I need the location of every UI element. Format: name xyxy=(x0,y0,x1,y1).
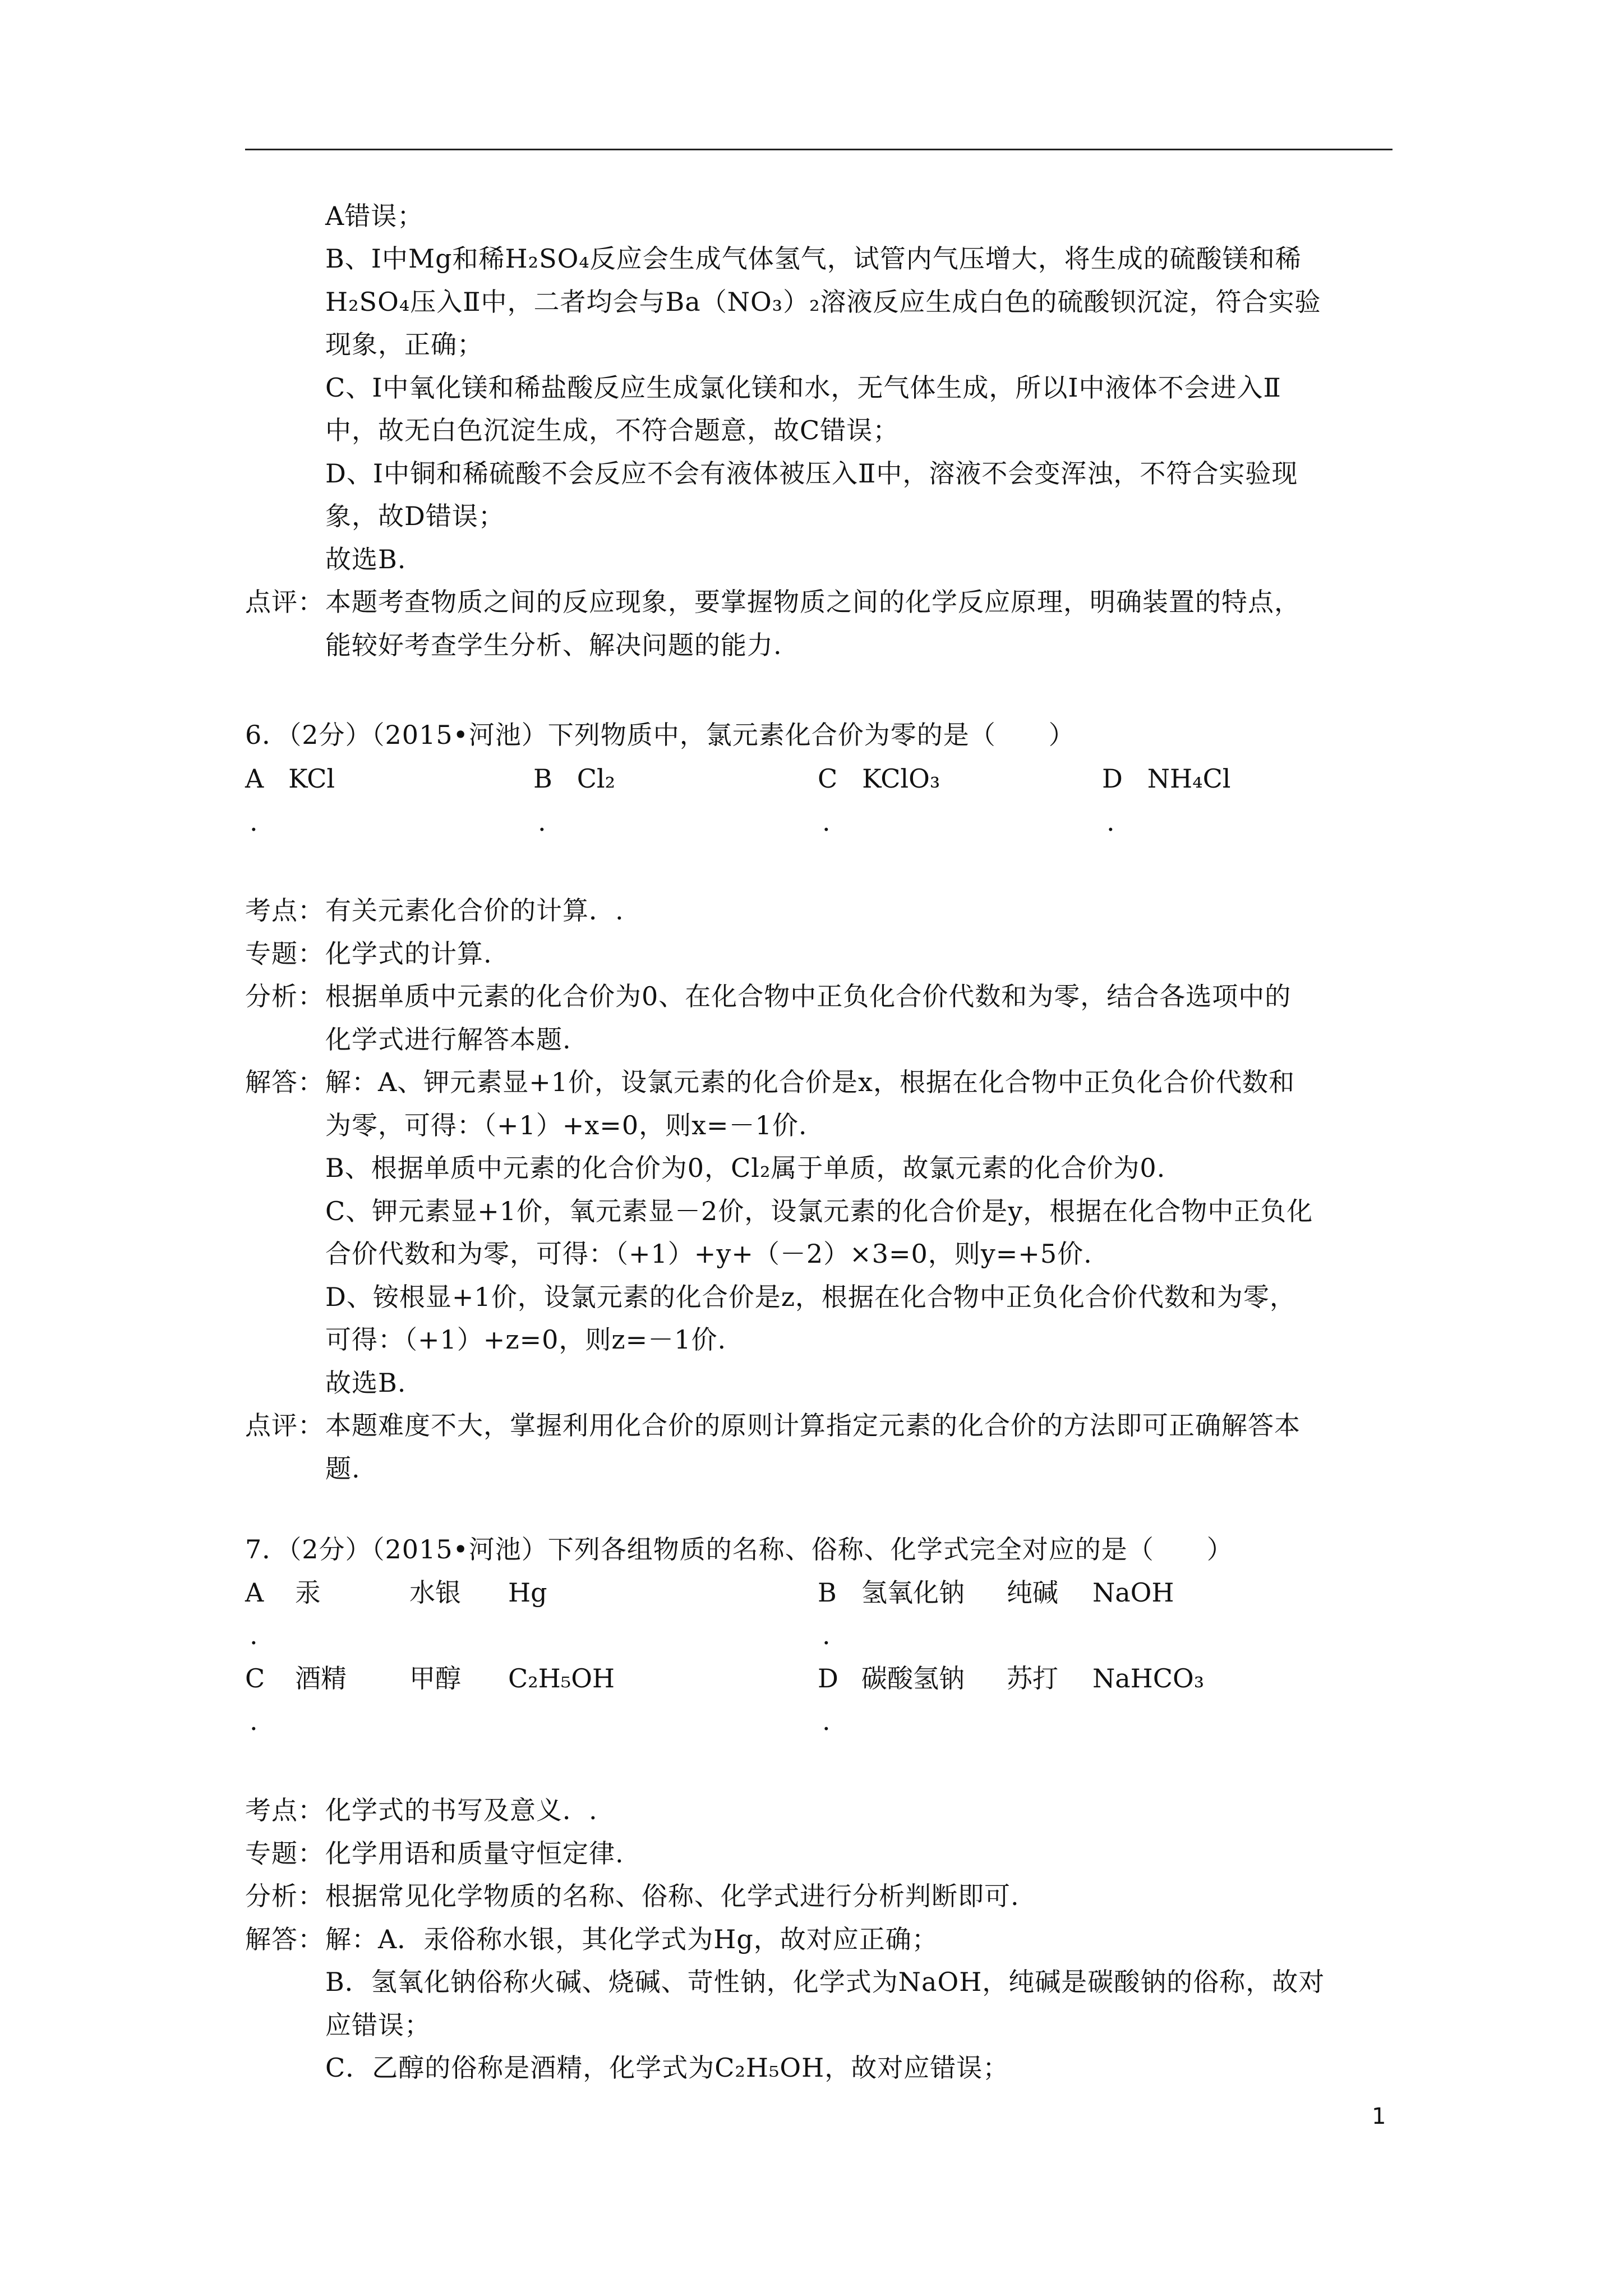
question-7-stem: 7．（2分）（2015•河池）下列各组物质的名称、俗称、化学式完全对应的是（ ） xyxy=(245,1534,1233,1565)
option-a-name: 汞 xyxy=(295,1577,321,1608)
text-line: A错误； xyxy=(325,201,424,231)
topic-label: 考点： xyxy=(245,895,324,926)
option-c-name: 酒精 xyxy=(295,1663,347,1694)
option-dot: . xyxy=(1106,807,1115,837)
question-6-stem: 6．（2分）（2015•河池）下列物质中，氯元素化合价为零的是（ ） xyxy=(245,720,1075,750)
option-c-letter: C xyxy=(245,1663,265,1694)
analysis-text: 根据单质中元素的化合价为0、在化合物中正负化合价代数和为零，结合各选项中的 xyxy=(325,981,1292,1011)
answer-text: 可得：（+1）+z=0，则z=－1价. xyxy=(325,1324,727,1355)
subject-label: 专题： xyxy=(245,1838,324,1869)
answer-text: 应错误； xyxy=(325,2010,431,2040)
analysis-text: 化学式进行解答本题. xyxy=(325,1024,571,1055)
option-b-common: 纯碱 xyxy=(1007,1577,1058,1608)
option-d-formula: NaHCO₃ xyxy=(1092,1663,1205,1694)
review-text: 能较好考查学生分析、解决问题的能力. xyxy=(325,630,782,660)
option-letter: A xyxy=(245,763,264,794)
text-line: 象，故D错误； xyxy=(325,501,505,531)
option-d-common: 苏打 xyxy=(1007,1663,1058,1694)
answer-label: 解答： xyxy=(245,1067,324,1097)
option-text: KClO₃ xyxy=(862,763,940,794)
text-line: 现象，正确； xyxy=(325,329,483,360)
option-d xyxy=(1102,760,1230,797)
review-text: 本题考查物质之间的反应现象，要掌握物质之间的化学反应原理，明确装置的特点， xyxy=(325,587,1301,617)
option-letter: B xyxy=(533,763,552,794)
option-c-common: 甲醇 xyxy=(409,1663,461,1694)
option-dot: . xyxy=(250,807,258,837)
subject-label: 专题： xyxy=(245,938,324,969)
analysis-text: 根据常见化学物质的名称、俗称、化学式进行分析判断即可. xyxy=(325,1881,1020,1911)
subject-text: 化学用语和质量守恒定律. xyxy=(325,1838,624,1869)
option-a-letter: A xyxy=(245,1577,264,1608)
header-rule xyxy=(245,149,1393,150)
option-text: Cl₂ xyxy=(577,763,616,794)
option-text: KCl xyxy=(288,763,335,794)
option-a-common: 水银 xyxy=(409,1577,461,1608)
review-text: 题. xyxy=(325,1453,361,1484)
answer-text: 解：A、钾元素显+1价，设氯元素的化合价是x，根据在化合物中正负化合价代数和 xyxy=(325,1067,1295,1097)
review-label: 点评： xyxy=(245,587,324,617)
option-a-formula: Hg xyxy=(508,1577,547,1608)
text-line: C、I中氧化镁和稀盐酸反应生成氯化镁和水，无气体生成，所以I中液体不会进入Ⅱ xyxy=(325,372,1281,403)
option-text: NH₄Cl xyxy=(1147,763,1231,794)
text-line: H₂SO₄压入Ⅱ中，二者均会与Ba（NO₃）₂溶液反应生成白色的硫酸钡沉淀，符合实验 xyxy=(325,287,1321,317)
option-b-formula: NaOH xyxy=(1092,1577,1174,1608)
page-number: 1 xyxy=(1372,2104,1386,2129)
analysis-label: 分析： xyxy=(245,981,324,1011)
option-a xyxy=(245,760,335,797)
option-dot: . xyxy=(250,1706,258,1736)
option-b xyxy=(533,760,615,797)
text-line: 故选B. xyxy=(325,544,407,574)
answer-text: 解：A．汞俗称水银，其化学式为Hg，故对应正确； xyxy=(325,1924,938,1954)
text-line: D、I中铜和稀硫酸不会反应不会有液体被压入Ⅱ中，溶液不会变浑浊，不符合实验现 xyxy=(325,458,1298,489)
answer-label: 解答： xyxy=(245,1924,324,1954)
option-letter: D xyxy=(1102,763,1123,794)
analysis-label: 分析： xyxy=(245,1881,324,1911)
topic-label: 考点： xyxy=(245,1795,324,1825)
text-line: 中，故无白色沉淀生成，不符合题意，故C错误； xyxy=(325,415,900,445)
option-c xyxy=(818,760,940,797)
option-c-formula: C₂H₅OH xyxy=(508,1663,615,1694)
answer-text: B、根据单质中元素的化合价为0，Cl₂属于单质，故氯元素的化合价为0. xyxy=(325,1153,1166,1183)
answer-text: 为零，可得：（+1）+x=0，则x=－1价. xyxy=(325,1110,808,1140)
option-b-name: 氢氧化钠 xyxy=(861,1577,965,1608)
answer-text: C．乙醇的俗称是酒精，化学式为C₂H₅OH，故对应错误； xyxy=(325,2053,1009,2083)
option-d-letter: D xyxy=(818,1663,838,1694)
option-d-name: 碳酸氢钠 xyxy=(861,1663,965,1694)
subject-text: 化学式的计算. xyxy=(325,938,492,969)
option-dot: . xyxy=(822,1620,831,1650)
option-letter: C xyxy=(818,763,838,794)
option-dot: . xyxy=(250,1620,258,1650)
text-line: B、I中Mg和稀H₂SO₄反应会生成气体氢气，试管内气压增大，将生成的硫酸镁和稀 xyxy=(325,243,1302,274)
review-text: 本题难度不大，掌握利用化合价的原则计算指定元素的化合价的方法即可正确解答本 xyxy=(325,1410,1301,1441)
answer-text: 合价代数和为零，可得：（+1）+y+（－2）×3=0，则y=+5价. xyxy=(325,1239,1092,1269)
option-dot: . xyxy=(822,807,831,837)
option-dot: . xyxy=(822,1706,831,1736)
option-b-letter: B xyxy=(818,1577,837,1608)
review-label: 点评： xyxy=(245,1410,324,1441)
topic-text: 有关元素化合价的计算．. xyxy=(325,895,624,926)
answer-text: D、铵根显+1价，设氯元素的化合价是z，根据在化合物中正负化合价代数和为零， xyxy=(325,1282,1296,1312)
option-dot: . xyxy=(538,807,546,837)
answer-text: 故选B. xyxy=(325,1368,407,1398)
topic-text: 化学式的书写及意义．. xyxy=(325,1795,598,1825)
answer-text: B．氢氧化钠俗称火碱、烧碱、苛性钠，化学式为NaOH，纯碱是碳酸钠的俗称，故对 xyxy=(325,1967,1325,1997)
answer-text: C、钾元素显+1价，氧元素显－2价，设氯元素的化合价是y，根据在化合物中正负化 xyxy=(325,1196,1313,1226)
